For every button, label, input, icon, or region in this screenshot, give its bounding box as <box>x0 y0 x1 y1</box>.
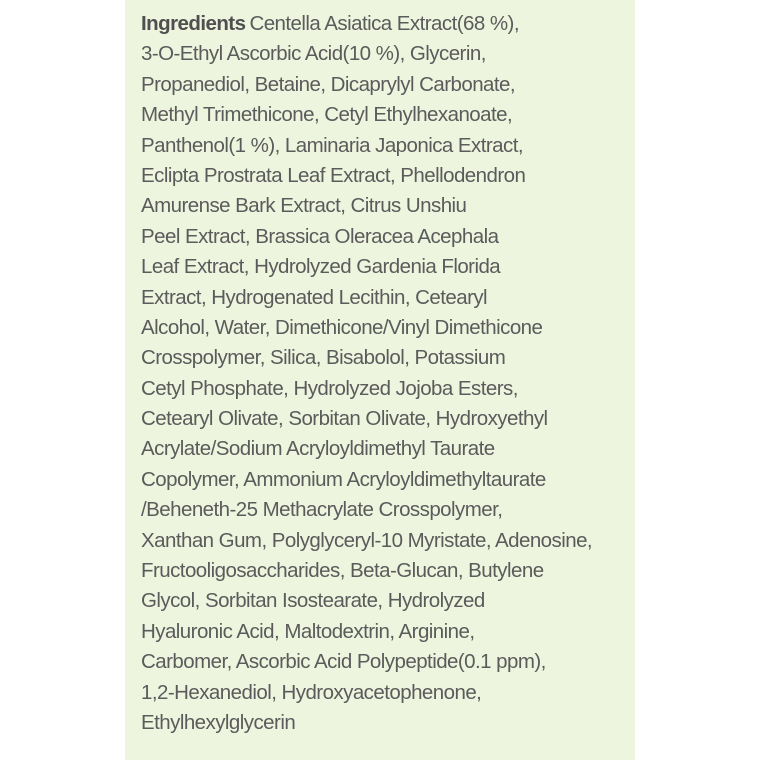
ingredient-line: Copolymer, Ammonium Acryloyldimethyltaurate <box>141 467 546 491</box>
ingredient-line: Alcohol, Water, Dimethicone/Vinyl Dimethicone <box>141 315 543 339</box>
ingredient-line: 3-O-Ethyl Ascorbic Acid(10 %), Glycerin, <box>141 42 486 66</box>
ingredient-line: Hyaluronic Acid, Maltodextrin, Arginine, <box>141 619 475 643</box>
ingredients-list <box>141 9 592 738</box>
ingredient-line: Crosspolymer, Silica, Bisabolol, Potassium <box>141 346 506 370</box>
ingredient-line: /Beheneth-25 Methacrylate Crosspolymer, <box>141 498 503 522</box>
ingredients-label-panel <box>125 0 635 760</box>
ingredient-line: Ethylhexylglycerin <box>141 710 296 734</box>
ingredient-line: Cetearyl Olivate, Sorbitan Olivate, Hydroxyethyl <box>141 407 548 431</box>
ingredients-heading: Ingredients <box>141 12 246 35</box>
ingredient-line <box>141 9 519 39</box>
ingredient-line: Xanthan Gum, Polyglyceryl-10 Myristate, Adenosine, <box>141 528 593 552</box>
ingredient-line: Panthenol(1 %), Laminaria Japonica Extract, <box>141 133 524 157</box>
ingredient-line-text: Centella Asiatica Extract(68 %), <box>249 12 519 35</box>
ingredient-line: Amurense Bark Extract, Citrus Unshiu <box>141 194 467 218</box>
ingredient-line: Fructooligosaccharides, Beta-Glucan, Butylene <box>141 559 544 583</box>
ingredient-line: Methyl Trimethicone, Cetyl Ethylhexanoate, <box>141 103 513 127</box>
ingredient-line: Peel Extract, Brassica Oleracea Acephala <box>141 224 499 248</box>
ingredient-line: Carbomer, Ascorbic Acid Polypeptide(0.1 ppm), <box>141 650 546 674</box>
ingredient-line: Extract, Hydrogenated Lecithin, Cetearyl <box>141 285 488 309</box>
ingredient-line: Cetyl Phosphate, Hydrolyzed Jojoba Esters, <box>141 376 518 400</box>
ingredient-line: Acrylate/Sodium Acryloyldimethyl Taurate <box>141 437 495 461</box>
ingredient-line: Eclipta Prostrata Leaf Extract, Phellodendron <box>141 163 526 187</box>
ingredient-line: Propanediol, Betaine, Dicaprylyl Carbonate, <box>141 72 516 96</box>
ingredient-line: Leaf Extract, Hydrolyzed Gardenia Florida <box>141 255 501 279</box>
ingredient-line: 1,2-Hexanediol, Hydroxyacetophenone, <box>141 680 482 704</box>
ingredient-line: Glycol, Sorbitan Isostearate, Hydrolyzed <box>141 589 485 613</box>
